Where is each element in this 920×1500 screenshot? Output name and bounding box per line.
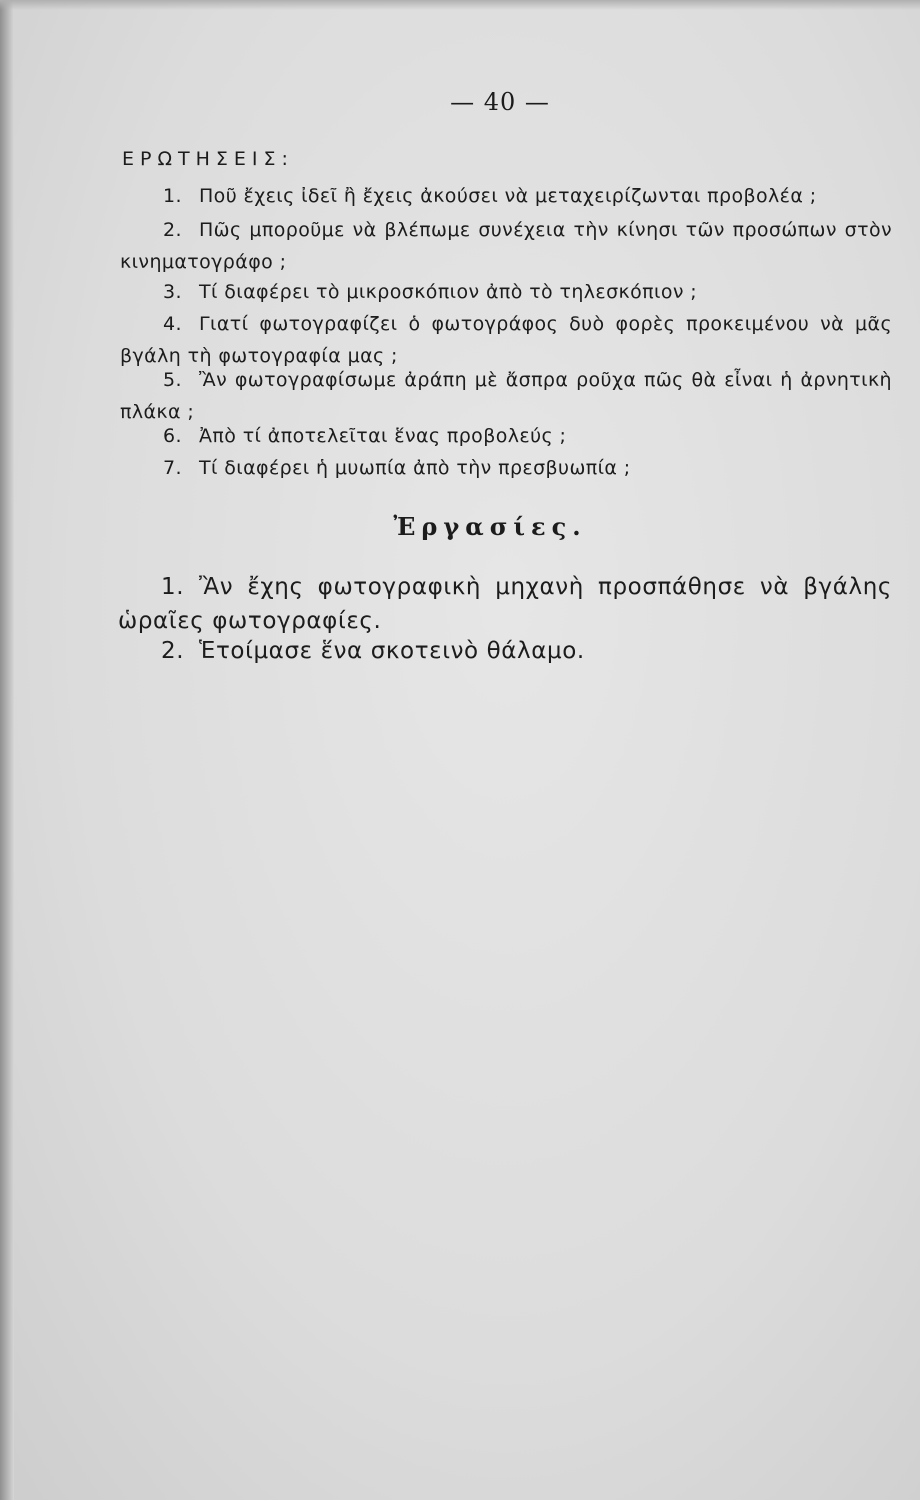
question-item <box>120 364 892 428</box>
question-item <box>120 452 892 484</box>
question-text: Γιατί φωτογραφίζει ὁ φωτογράφος δυὸ φορὲς προκειμένου νὰ μᾶς βγάλη τὴ φωτογραφία μας ; <box>120 313 892 367</box>
question-number: 5. <box>163 369 182 391</box>
question-text: Πῶς μποροῦμε νὰ βλέπωμε συνέχεια τὴν κίνησι τῶν προσώπων στὸν κινηματογράφο ; <box>120 219 892 273</box>
question-item <box>120 276 892 308</box>
question-number: 6. <box>163 425 182 447</box>
question-text: Ἀπὸ τί ἀποτελεῖται ἕνας προβολεύς ; <box>199 425 567 447</box>
question-text: Τί διαφέρει ἡ μυωπία ἀπὸ τὴν πρεσβυωπία ; <box>199 457 631 479</box>
question-text: Τί διαφέρει τὸ μικροσκόπιον ἀπὸ τὸ τηλεσκόπιον ; <box>199 281 698 303</box>
question-number: 3. <box>163 281 182 303</box>
question-item <box>120 214 892 278</box>
work-item <box>118 634 892 668</box>
work-text: Ἑτοίμασε ἕνα σκοτεινὸ θάλαμο. <box>199 638 585 664</box>
works-heading: Ἐργασίες. <box>393 512 587 541</box>
question-item <box>120 420 892 452</box>
work-item <box>118 570 892 638</box>
question-text: Ἂν φωτογραφίσωμε ἀράπη μὲ ἄσπρα ροῦχα πῶς θὰ εἶναι ἡ ἀρνητικὴ πλάκα ; <box>120 369 892 423</box>
questions-heading: ΕΡΩΤΗΣΕΙΣ: <box>122 148 294 170</box>
question-number: 1. <box>163 185 182 207</box>
work-number: 1. <box>161 574 185 600</box>
question-item <box>120 180 892 212</box>
work-text: Ἂν ἔχης φωτογραφικὴ μηχανὴ προσπάθησε νὰ βγάλης ὡραῖες φωτογραφίες. <box>118 574 892 634</box>
page-number: — 40 — <box>450 88 550 116</box>
question-text: Ποῦ ἔχεις ἰδεῖ ἢ ἔχεις ἀκούσει νὰ μεταχειρίζωνται προβολέα ; <box>199 185 817 207</box>
work-number: 2. <box>161 638 185 664</box>
question-item <box>120 308 892 372</box>
question-number: 2. <box>163 219 182 241</box>
question-number: 7. <box>163 457 182 479</box>
question-number: 4. <box>163 313 182 335</box>
